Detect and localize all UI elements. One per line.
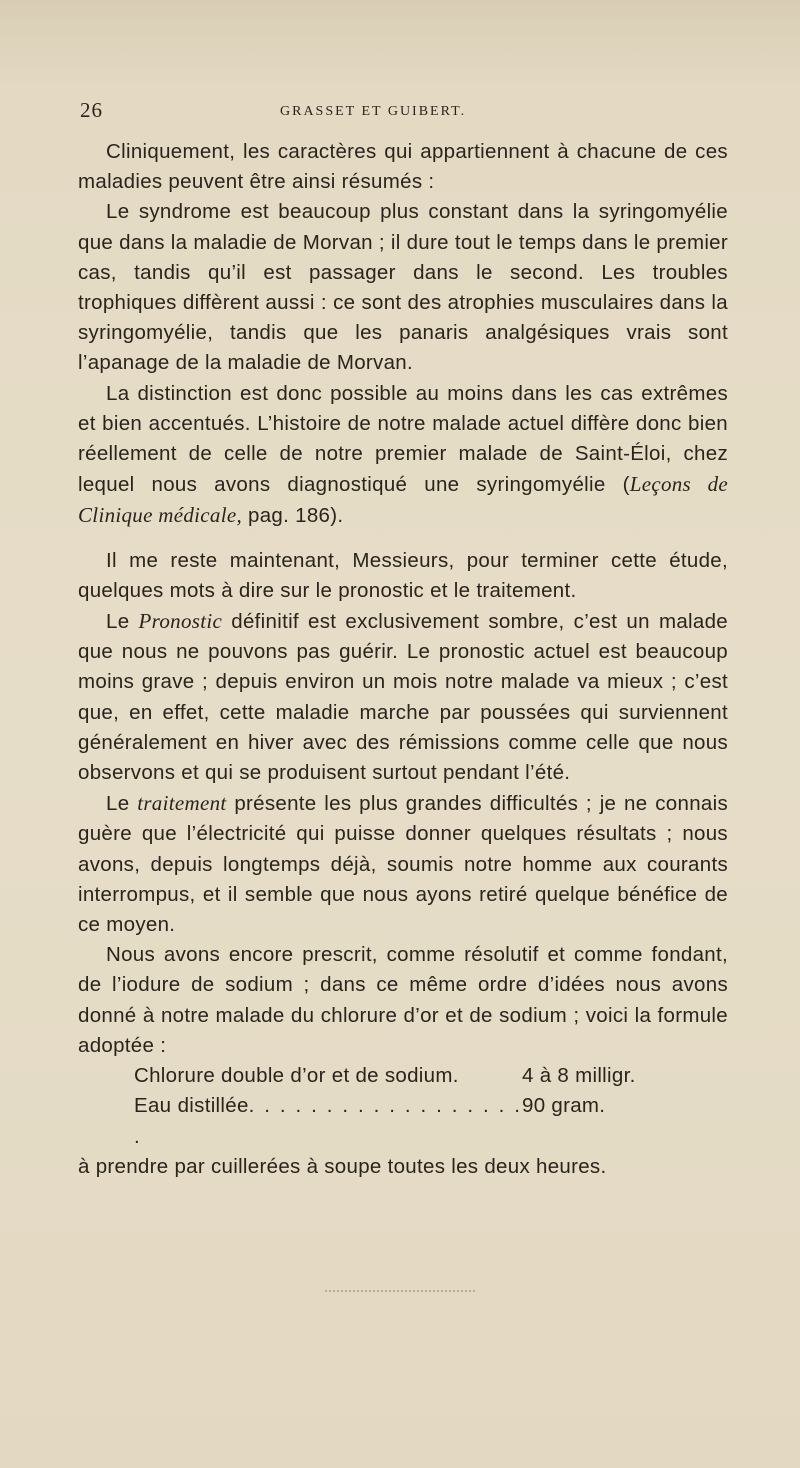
- paragraph-4-text: Il me reste maintenant, Messieurs, pour terminer cette étude, quelques mots à dire sur le pronostic et le traitement.: [78, 548, 728, 602]
- paragraph-6-text-b: présente les plus grandes difficultés ; je ne connais guère que l’électricité qui puisse donner quelques résultats ; nous avons, depuis longtemps déjà, soumis notre homme aux courants interrompus, et il semble que nous ayons retiré quelque bénéfice de ce moyen.: [78, 792, 729, 937]
- paragraph-7-text: Nous avons encore prescrit, comme résolutif et comme fondant, de l’iodure de sodium ; dans ce même ordre d’idées nous avons donné à notre malade du chlorure d’or et de sodium ; voici la formule adoptée :: [78, 943, 728, 1057]
- recipe-formula: [78, 1061, 728, 1152]
- recipe-quantity: 90 gram.: [522, 1094, 606, 1118]
- paragraph-2: [78, 197, 728, 378]
- closing-line: à prendre par cuillerées à soupe toutes les deux heures.: [78, 1154, 607, 1178]
- recipe-leader-dots: . . . . . . . . . . . . . . . . . . .: [134, 1094, 522, 1148]
- pronostic-italic: Pronostic: [138, 609, 223, 634]
- page-header: [80, 98, 720, 126]
- paragraph-6-text-a: Le: [106, 792, 138, 816]
- traitement-italic: traitement: [137, 791, 227, 816]
- paragraph-5: [78, 606, 728, 788]
- paragraph-3-text-a: La distinction est donc possible au moins dans les cas extrêmes et bien accentués. L’histoire de notre malade actuel diffère donc bien réellement de celle de notre premier malade de Saint-Éloi, chez lequel nous avons diagnostiqué une syringomyélie (: [78, 381, 728, 497]
- paragraph-5-text-b: définitif est exclusivement sombre, c’est un malade que nous ne pouvons pas guérir. Le pronostic actuel est beaucoup moins grave ; depuis environ un mois notre malade va mieux ; c’est que, en effet, cette maladie marche par poussées qui surviennent généralement en hiver avec des rémissions comme celle que nous observons et qui se produisent surtout pendant l’été.: [78, 610, 728, 785]
- citation-italic: Leçons de Clinique médicale,: [78, 472, 728, 528]
- paragraph-5-text-a: Le: [106, 610, 139, 634]
- paragraph-6: [78, 788, 728, 940]
- paragraph-1: [78, 137, 728, 197]
- running-head: GRASSET ET GUIBERT.: [280, 104, 467, 119]
- recipe-row: [78, 1091, 728, 1151]
- recipe-row: [78, 1061, 728, 1091]
- paragraph-2-text: Le syndrome est beaucoup plus constant dans la syringomyélie que dans la maladie de Morvan ; il dure tout le temps dans le premier cas, tandis qu’il est passager dans le second. Les troubles trophiques diffèrent aussi : ce sont des atrophies musculaires dans la syringomyélie, tandis que les panaris analgésiques vrais sont l’apanage de la maladie de Morvan.: [78, 200, 728, 375]
- recipe-quantity: 4 à 8 milligr.: [522, 1064, 636, 1088]
- paragraph-3-text-b: pag. 186).: [242, 504, 344, 528]
- recipe-ingredient: Eau distillée: [134, 1094, 249, 1118]
- paragraph-1-text: Cliniquement, les caractères qui appartiennent à chacune de ces maladies peuvent être ainsi résumés :: [78, 140, 728, 194]
- paragraph-4: [78, 546, 728, 606]
- paragraph-3: [78, 379, 728, 532]
- body-text: [78, 137, 728, 1182]
- recipe-ingredient-wrap: [134, 1091, 522, 1151]
- page-number: 26: [80, 98, 103, 122]
- end-ornament: [325, 1290, 475, 1300]
- paragraph-7: [78, 940, 728, 1061]
- recipe-ingredient: Chlorure double d’or et de sodium.: [134, 1064, 459, 1088]
